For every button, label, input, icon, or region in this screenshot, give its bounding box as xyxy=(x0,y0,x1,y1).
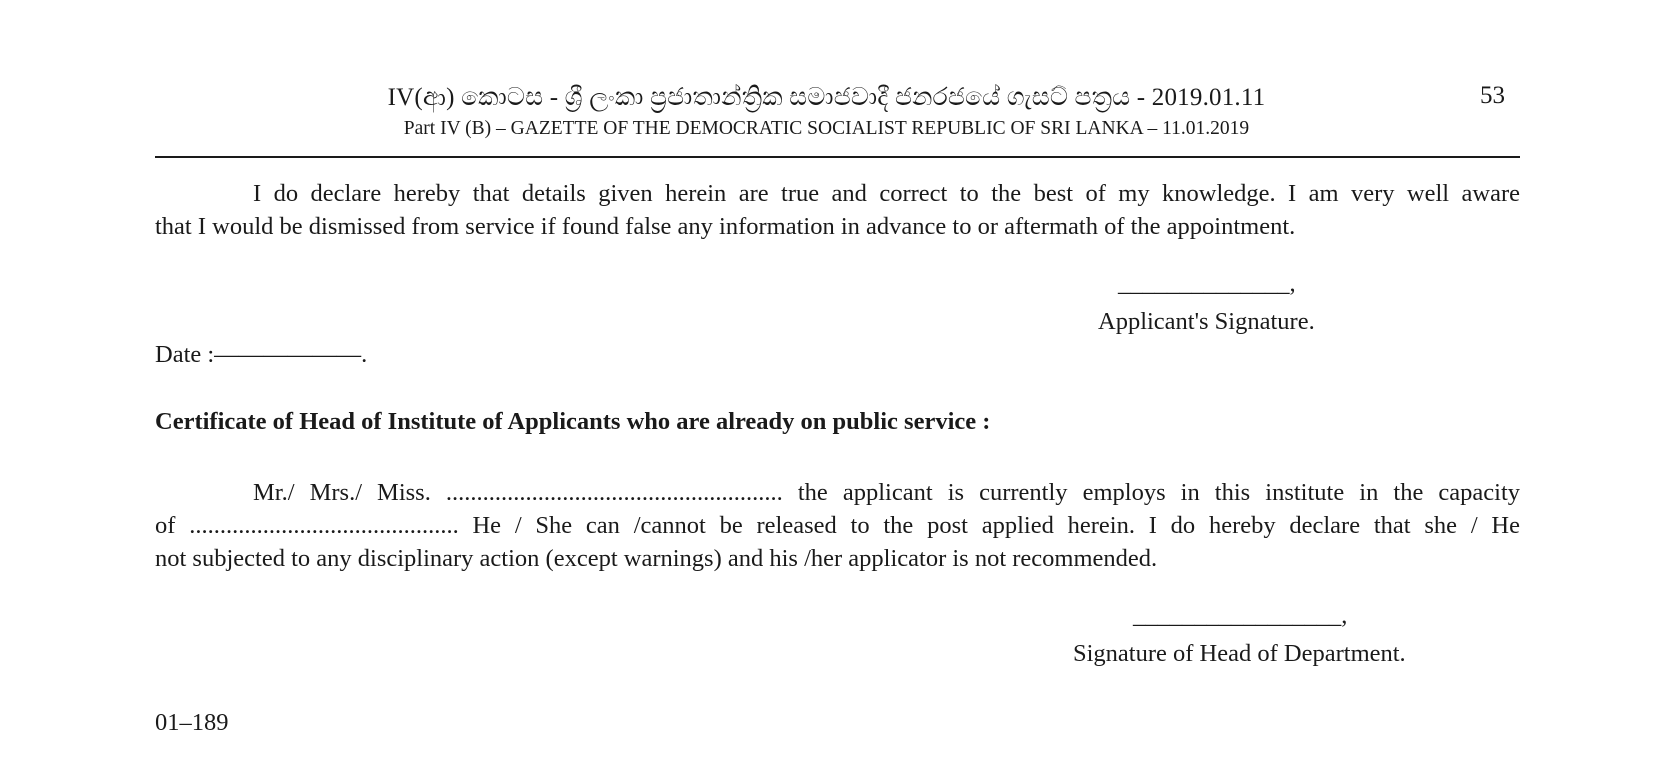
reference-number: 01–189 xyxy=(155,709,229,736)
applicant-signature-line: ______________, xyxy=(1118,270,1296,297)
gazette-header-sinhala: IV(ආ) කොටස - ශ්‍රී ලංකා ප්‍රජාතාන්ත්‍රික සමාජවාදී ජනරජයේ ගැසට් පත්‍රය - 2019.01.11 xyxy=(387,84,1266,111)
page-number: 53 xyxy=(1480,82,1505,109)
header-divider xyxy=(155,156,1520,158)
applicant-signature-label: Applicant's Signature. xyxy=(1098,308,1315,335)
head-signature-line: _________________, xyxy=(1133,602,1348,629)
certificate-line-3: not subjected to any disciplinary action (except warnings) and his /her applicator is not recommended. xyxy=(155,545,1158,572)
declaration-line-1: I do declare hereby that details given herein are true and correct to the best of my knowledge. I am very well aware xyxy=(253,180,1520,207)
declaration-paragraph xyxy=(155,177,1520,243)
certificate-line-1: Mr./ Mrs./ Miss. ....................................................... the applicant is currently employs in this institute in the capacity xyxy=(253,479,1520,506)
head-signature-label: Signature of Head of Department. xyxy=(1073,640,1406,667)
date-field: Date :——————. xyxy=(155,341,368,368)
gazette-header-english: Part IV (B) – GAZETTE OF THE DEMOCRATIC SOCIALIST REPUBLIC OF SRI LANKA – 11.01.2019 xyxy=(403,118,1250,139)
certificate-heading: Certificate of Head of Institute of Applicants who are already on public service : xyxy=(155,408,991,435)
declaration-line-2: that I would be dismissed from service if found false any information in advance to or aftermath of the appointment. xyxy=(155,213,1296,240)
certificate-line-2: of ............................................ He / She can /cannot be released to the post applied herein. I do hereby declare that she / He xyxy=(155,512,1520,539)
certificate-paragraph xyxy=(155,476,1520,575)
